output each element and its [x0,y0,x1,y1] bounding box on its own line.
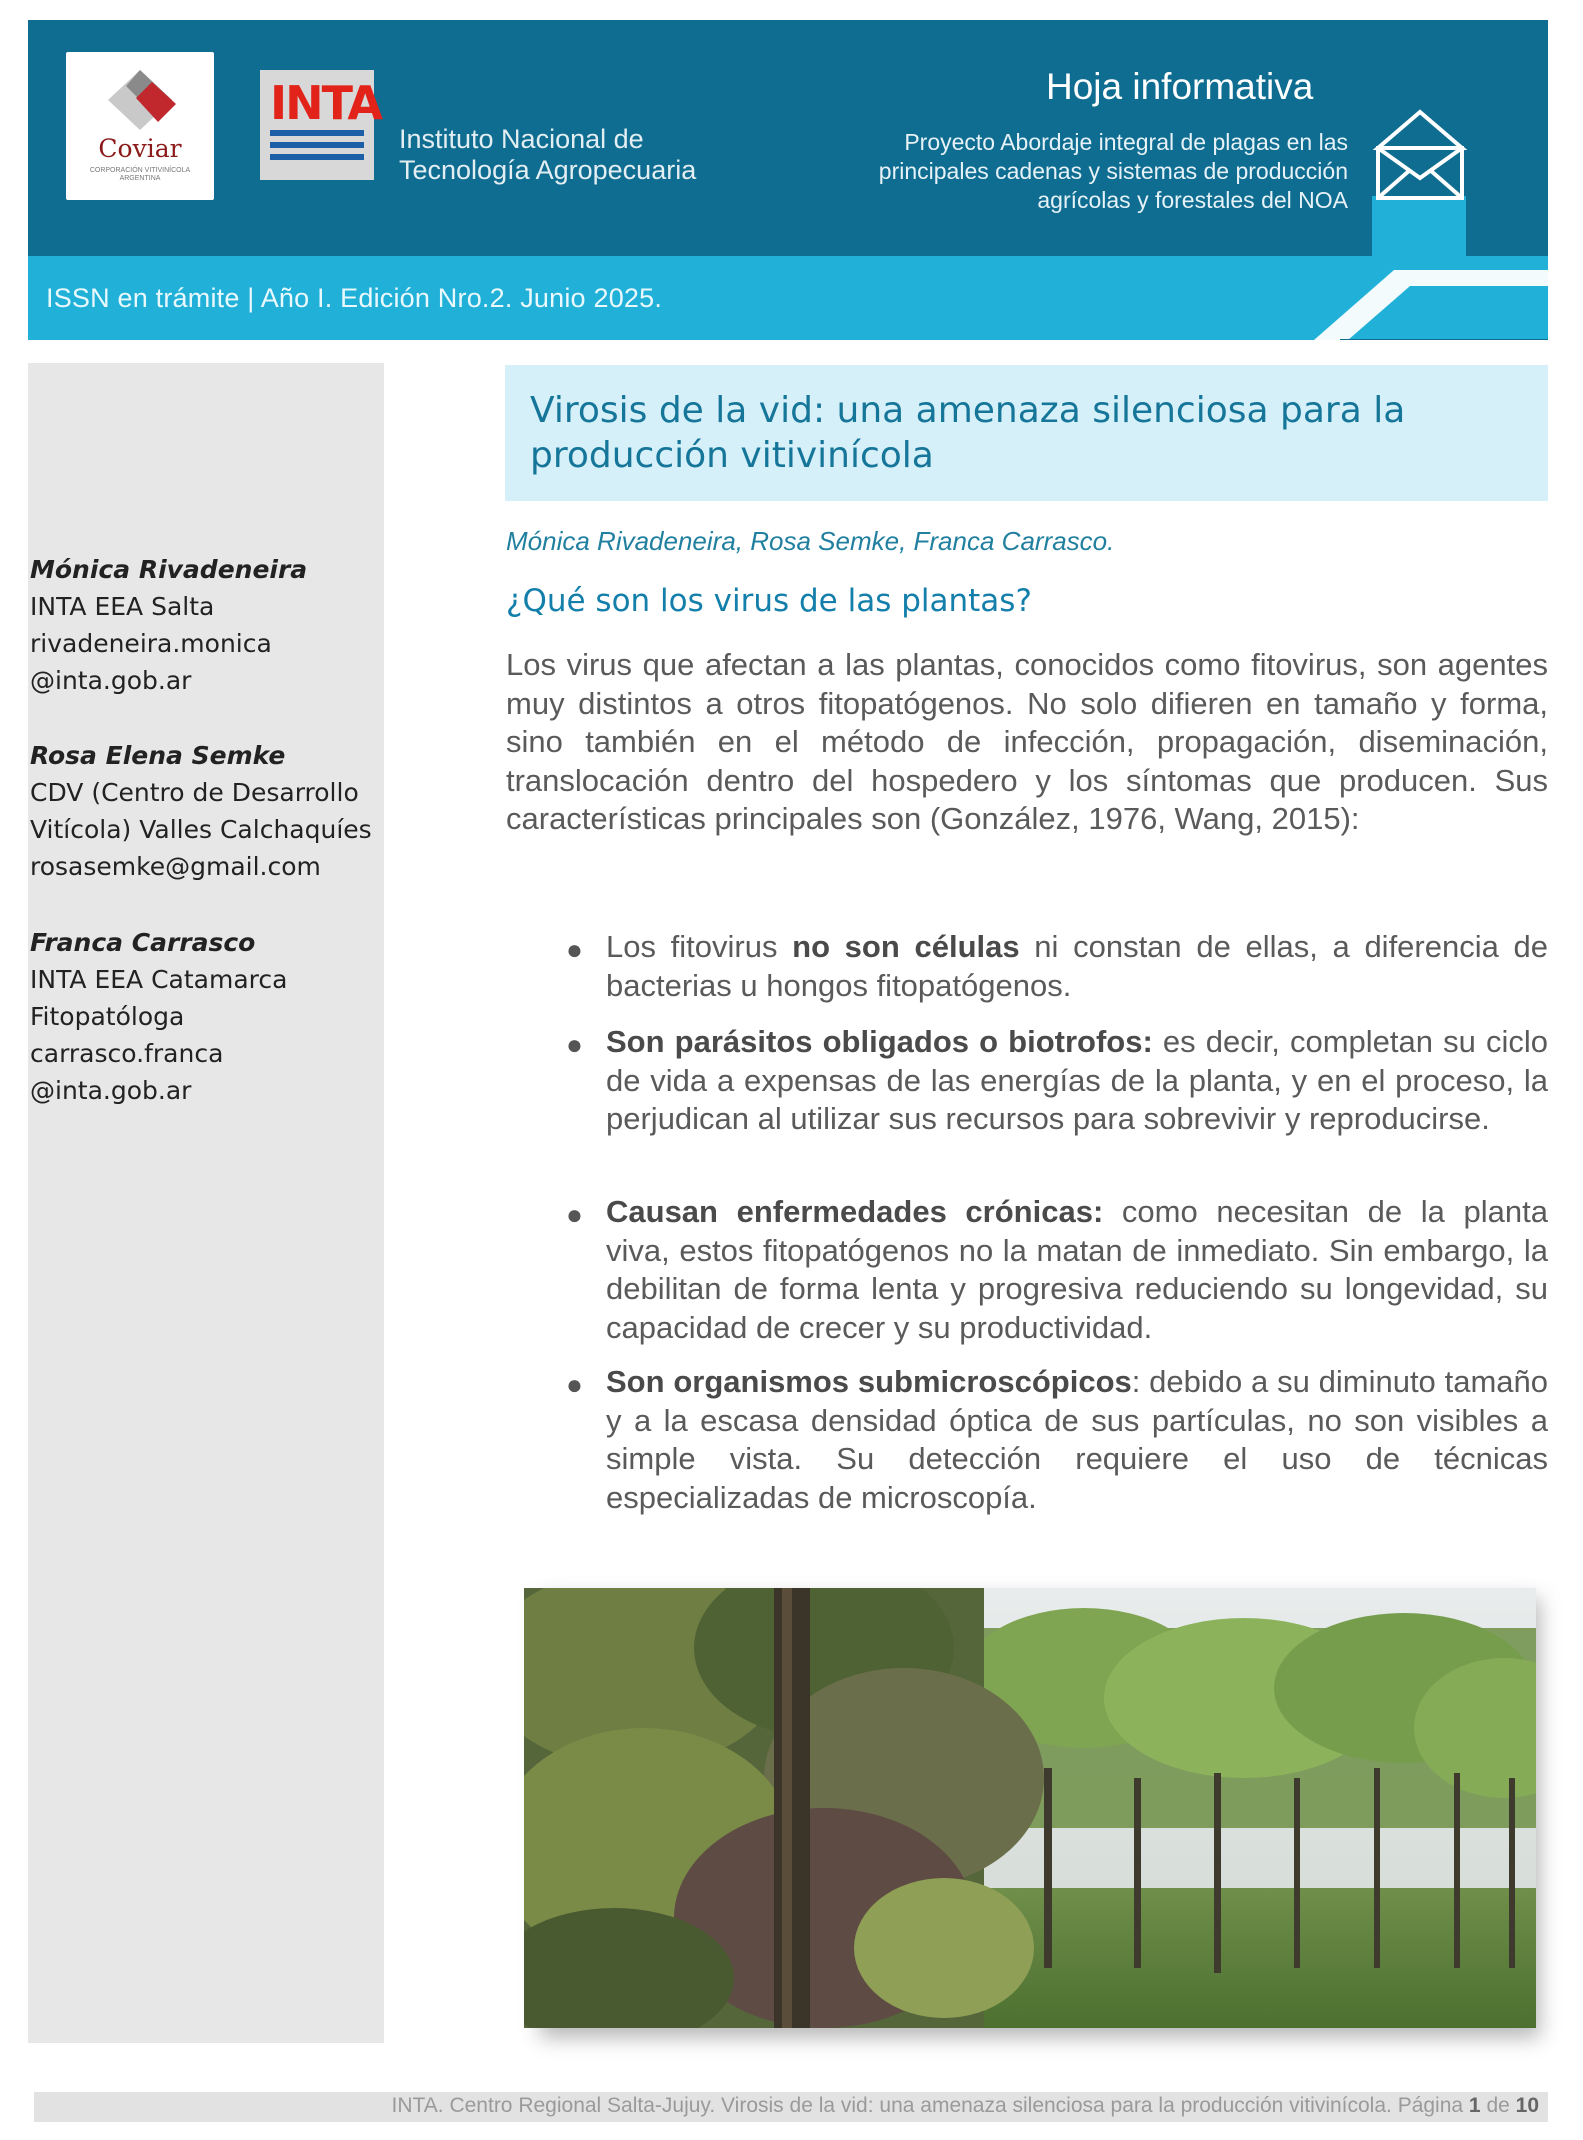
article-title: Virosis de la vid: una amenaza silenciosa para la producción vitivinícola [530,390,1406,476]
author-affiliation: CDV (Centro de Desarrollo [30,778,359,807]
author-role: Fitopatóloga [30,1002,185,1031]
envelope-icon [1372,108,1468,208]
author-name: Franca Carrasco [30,928,256,957]
author-card-carrasco [30,924,380,1109]
article-authors: Mónica Rivadeneira, Rosa Semke, Franca Carrasco. [506,526,1115,556]
footer-page-total: 10 [1515,2094,1539,2117]
bullet-dot-icon: ● [566,1029,583,1060]
author-email-user: rivadeneira.monica [30,629,272,658]
author-card-semke [30,737,380,885]
author-email: rosasemke@gmail.com [30,852,321,881]
author-email-user: carrasco.franca [30,1039,224,1068]
vineyard-photo [524,1588,1536,2028]
bullet-dot-icon: ● [566,934,583,965]
inta-wordmark: INTA [270,76,382,130]
bullet-dot-icon: ● [566,1369,583,1400]
author-affiliation: INTA EEA Catamarca [30,965,288,994]
footer-page-number: 1 [1468,2094,1481,2117]
project-subtitle-line-2: principales cadenas y sistemas de producción [878,158,1348,184]
bullet-bold-text: Son organismos submicroscópicos [606,1364,1132,1399]
author-affiliation: INTA EEA Salta [30,592,215,621]
author-affiliation-cont: Vitícola) Valles Calchaquíes [30,815,372,844]
footer-description: INTA. Centro Regional Salta-Jujuy. Virosis de la vid: una amenaza silenciosa para la producción vitivinícola. Página [391,2094,1469,2117]
bullet-text: Los fitovirus [606,929,793,964]
bullet-text: : debido a su diminuto tamaño y a la escasa densidad óptica de sus partículas, no son visibles a simple vista. Su detección requiere el uso de técnicas especializadas de microscopía. [606,1364,1548,1515]
bullet-bold-text: Causan enfermedades crónicas: [606,1194,1104,1229]
inta-name-line-2: Tecnología Agropecuaria [399,155,697,185]
footer-of: de [1480,2094,1516,2117]
author-card-rivadeneira [30,551,380,699]
author-email-domain: @inta.gob.ar [30,666,192,695]
vineyard-leaves-image [524,1588,1536,2028]
project-subtitle [788,128,1348,215]
newsletter-title: Hoja informativa [1046,66,1314,107]
section-heading: ¿Qué son los virus de las plantas? [506,583,1032,619]
bullet-item [606,1193,1548,1347]
bullet-item [606,928,1548,1005]
bullet-text: es decir, completan su ciclo de vida a expensas de las energías de la planta, y en el proceso, la perjudican al utilizar sus recursos para sobrevivir y reproducirse. [606,1024,1548,1136]
coviar-name: Coviar [98,134,182,163]
inta-institute-name [399,124,696,186]
issn-corner-decoration [1300,256,1548,340]
bullet-dot-icon: ● [566,1199,583,1230]
intro-paragraph: Los virus que afectan a las plantas, conocidos como fitovirus, son agentes muy distintos a otros fitopatógenos. No solo difieren en tamaño y forma, sino también en el método de infección, propagación, diseminación, translocación dentro del hospedero y los síntomas que producen. Sus características principales son (González, 1976, Wang, 2015): [506,647,1548,836]
issn-edition-info: ISSN en trámite | Año I. Edición Nro.2. Junio 2025. [46,283,663,313]
author-name: Rosa Elena Semke [30,741,286,770]
bullet-text: ni constan de ellas, a diferencia de bacterias u hongos fitopatógenos. [606,929,1549,1003]
bullet-item [606,1023,1548,1139]
footer-text [392,2094,1539,2118]
author-email-domain: @inta.gob.ar [30,1076,192,1105]
bullet-text: como necesitan de la planta viva, estos fitopatógenos no la matan de inmediato. Sin embargo, la debilitan de forma lenta y progresiva reduciendo su longevidad, su capacidad de crecer y su productividad. [606,1194,1548,1345]
project-subtitle-line-3: agrícolas y forestales del NOA [1037,187,1348,213]
inta-name-line-1: Instituto Nacional de [399,124,644,154]
bullet-item [606,1363,1548,1517]
author-name: Mónica Rivadeneira [30,555,308,584]
bullet-bold-text: no son células [792,929,1020,964]
project-subtitle-line-1: Proyecto Abordaje integral de plagas en las [904,129,1348,155]
bullet-bold-text: Son parásitos obligados o biotrofos: [606,1024,1153,1059]
coviar-subtitle: CORPORACIÓN VITIVINÍCOLA ARGENTINA [89,167,191,182]
